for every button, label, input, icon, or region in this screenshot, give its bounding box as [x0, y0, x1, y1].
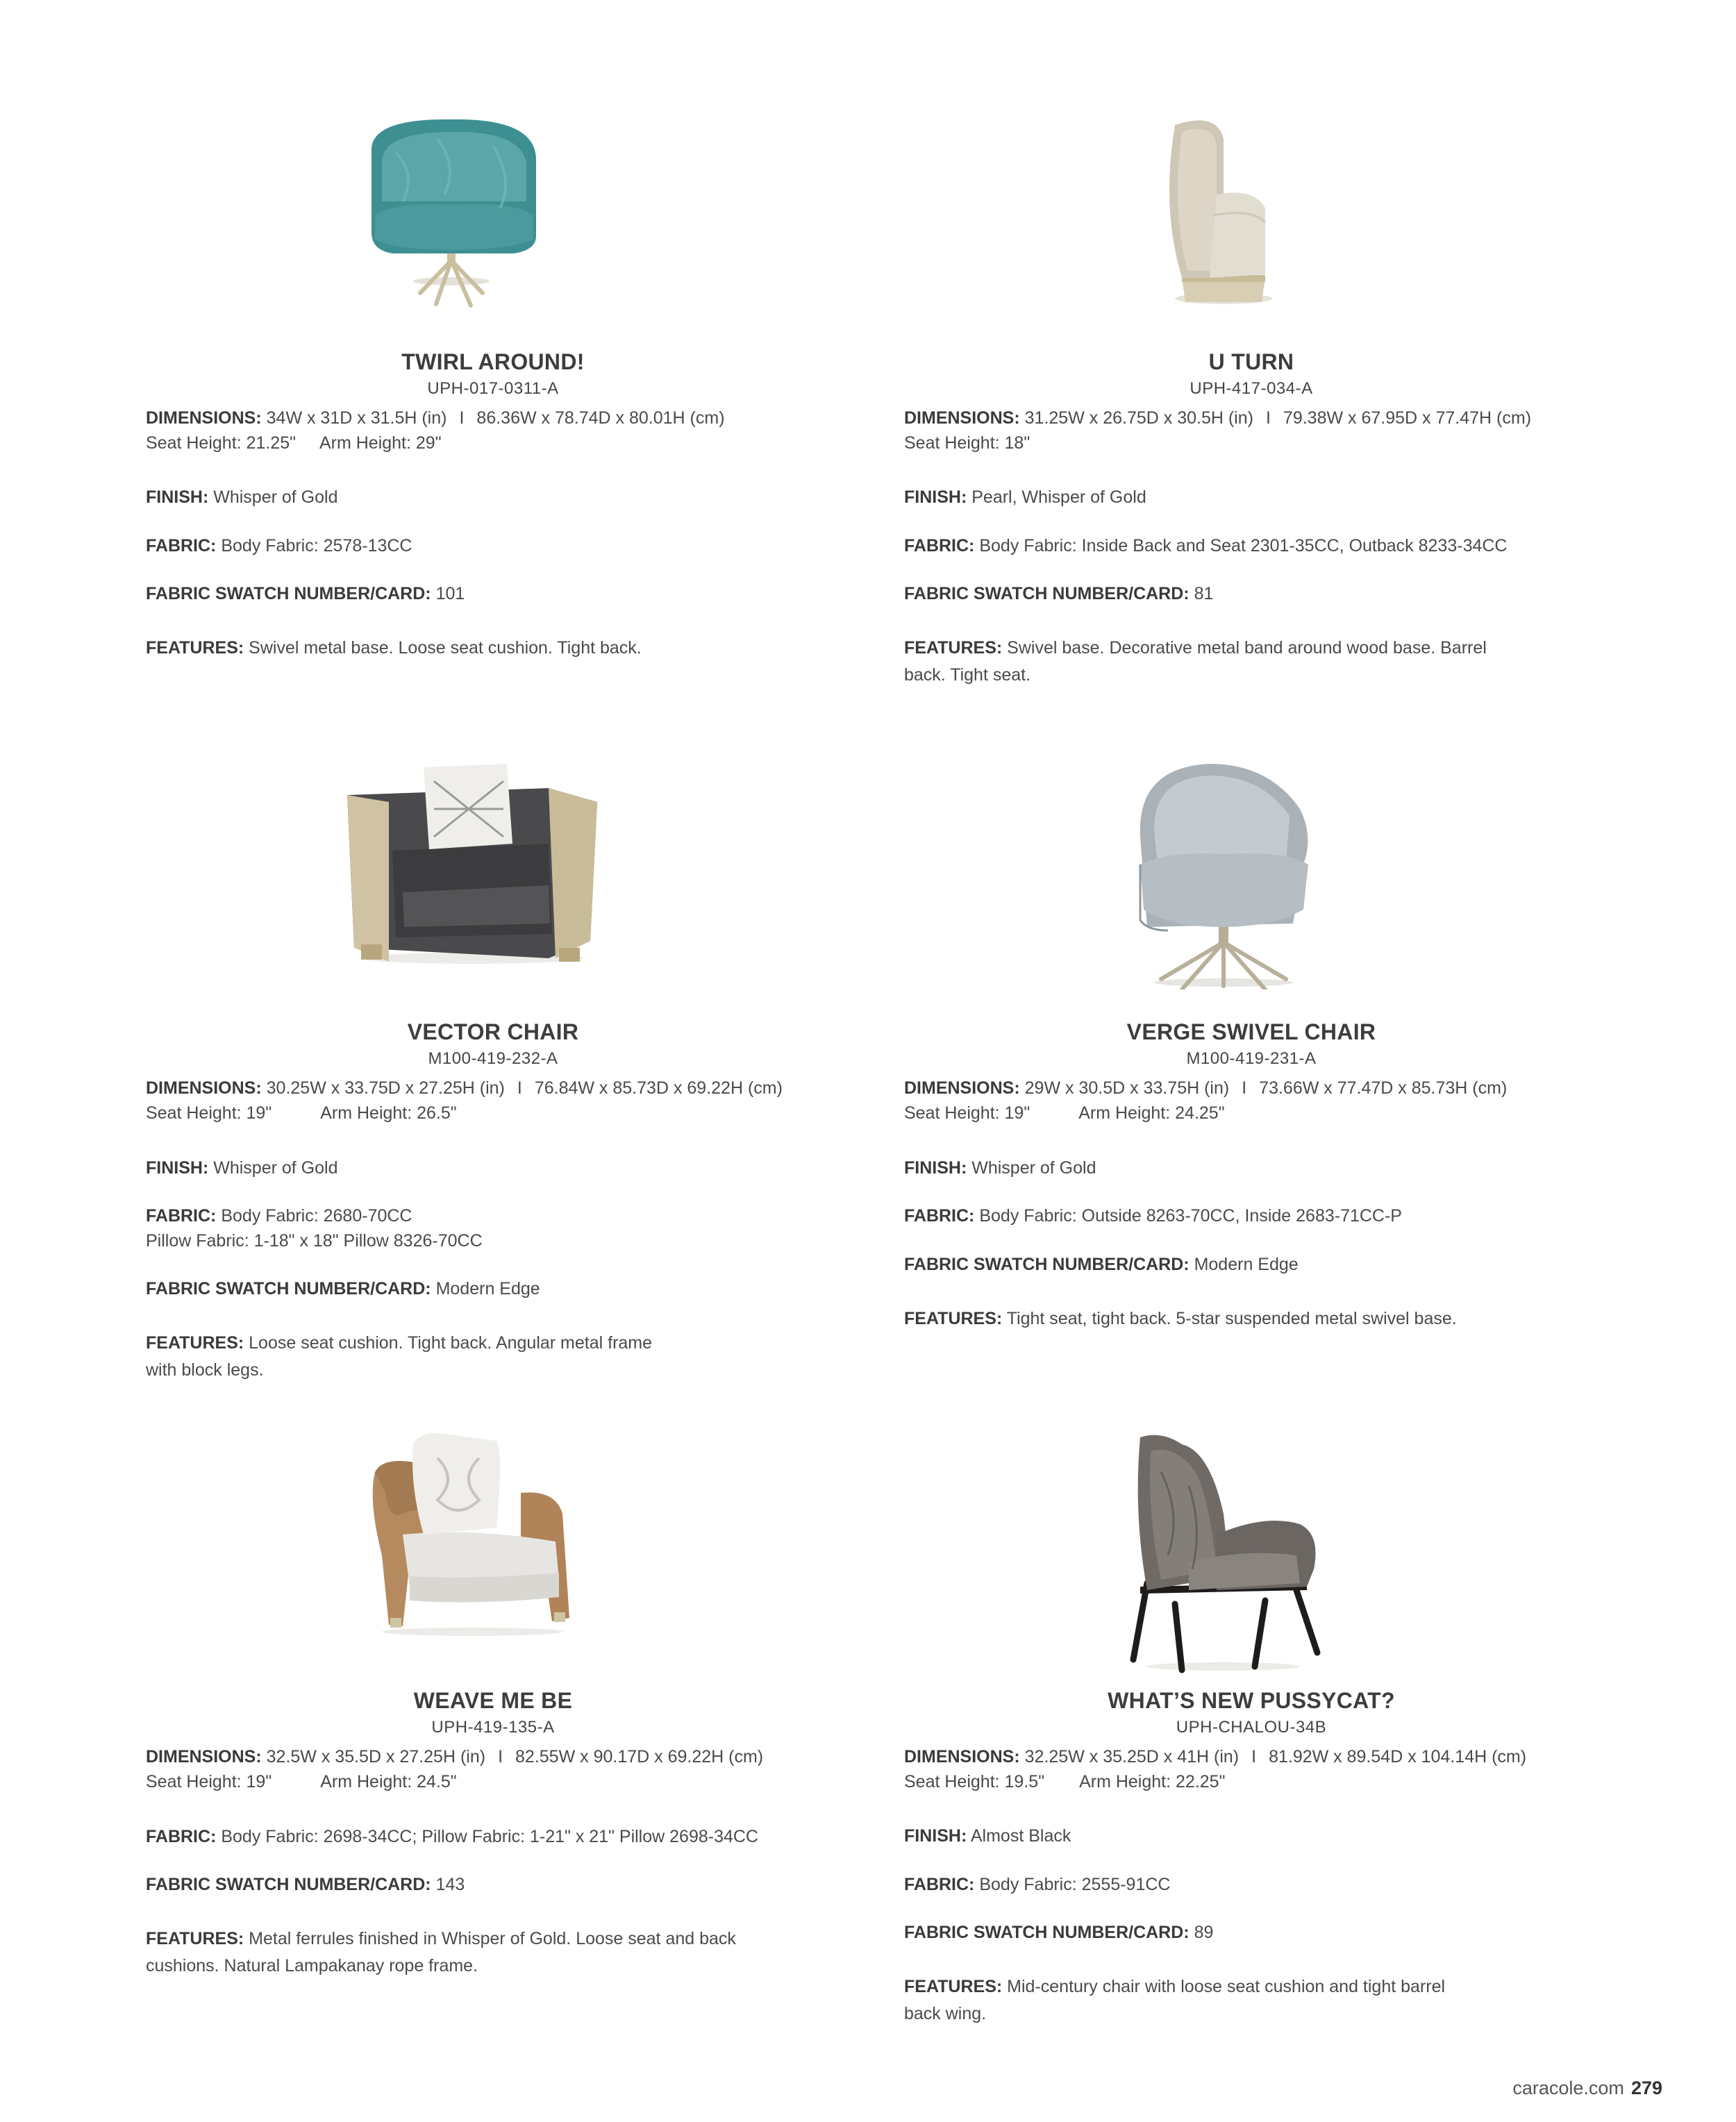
features-value: Loose seat cushion. Tight back. Angular metal frame: [249, 1333, 653, 1353]
dimensions-metric: 73.66W x 77.47D x 85.73H (cm): [1259, 1078, 1508, 1098]
swatch-value: 81: [1194, 584, 1214, 603]
fabric-label: FABRIC:: [904, 1206, 975, 1226]
features-label: FEATURES:: [904, 1977, 1003, 1996]
fabric-line: [146, 1824, 758, 1849]
dimensions-value: 31.25W x 26.75D x 30.5H (in): [1024, 408, 1253, 428]
product-title: U TURN: [1208, 349, 1294, 374]
arm-height: Arm Height: 24.25": [1078, 1103, 1225, 1123]
product-sku: UPH-419-135-A: [431, 1718, 555, 1737]
finish-value: Pearl, Whisper of Gold: [971, 487, 1146, 507]
features-label: FEATURES:: [146, 638, 244, 658]
dimensions-line: [146, 1744, 763, 1769]
dimensions-metric: 82.55W x 90.17D x 69.22H (cm): [515, 1747, 764, 1766]
dimensions-line: [904, 1076, 1507, 1101]
finish-value: Whisper of Gold: [213, 487, 338, 507]
product-sku: M100-419-232-A: [428, 1049, 558, 1068]
product-image-twirl-around: [354, 111, 556, 326]
fabric-label: FABRIC:: [146, 1827, 217, 1846]
product-sku: UPH-417-034-A: [1190, 379, 1313, 398]
product-title: VERGE SWIVEL CHAIR: [1126, 1019, 1376, 1044]
features-label: FEATURES:: [146, 1333, 244, 1353]
dimensions-separator: I: [1242, 1078, 1247, 1098]
swatch-label: FABRIC SWATCH NUMBER/CARD:: [146, 584, 431, 603]
heights-line: [904, 1101, 1225, 1126]
product-card-whats-new-pussycat: [904, 1430, 1599, 2055]
features-line-2: back. Tight seat.: [904, 665, 1031, 685]
features-line-2: back wing.: [904, 2004, 987, 2023]
swatch-value: Modern Edge: [1194, 1255, 1299, 1274]
heights-line: [146, 1101, 457, 1126]
heights-line: [904, 431, 1030, 456]
heights-line: [146, 1769, 457, 1794]
seat-height: Seat Height: 19.5": [904, 1772, 1045, 1791]
features-label: FEATURES:: [904, 638, 1003, 658]
fabric-value: Body Fabric: 2698-34CC; Pillow Fabric: 1-21" x 21" Pillow 2698-34CC: [221, 1827, 758, 1846]
finish-line: [904, 485, 1146, 510]
features-value: Mid-century chair with loose seat cushion and tight barrel: [1007, 1977, 1446, 1996]
features-line: [146, 635, 642, 660]
seat-height: Seat Height: 21.25": [146, 433, 296, 453]
page-number: 279: [1630, 2078, 1662, 2098]
features-line: [904, 1974, 1445, 1999]
fabric-label: FABRIC:: [904, 536, 975, 555]
dimensions-value: 32.5W x 35.5D x 27.25H (in): [266, 1747, 486, 1766]
arm-height: Arm Height: 26.5": [320, 1103, 457, 1123]
arm-height: Arm Height: 24.5": [320, 1772, 457, 1791]
features-line-2: cushions. Natural Lampakanay rope frame.: [146, 1956, 478, 1975]
fabric-label: FABRIC:: [146, 536, 217, 555]
finish-label: FINISH:: [904, 1826, 967, 1846]
heights-line: [146, 431, 442, 456]
arm-height: Arm Height: 22.25": [1079, 1772, 1226, 1791]
swatch-value: Modern Edge: [435, 1279, 540, 1298]
swatch-line: [146, 581, 465, 606]
product-sku: M100-419-231-A: [1186, 1049, 1317, 1068]
finish-line: [146, 1155, 337, 1180]
swatch-line: [146, 1276, 540, 1301]
product-image-whats-new-pussycat: [1119, 1430, 1328, 1673]
dimensions-metric: 81.92W x 89.54D x 104.14H (cm): [1269, 1747, 1527, 1766]
arm-height: Arm Height: 29": [319, 433, 442, 453]
product-image-vector-chair: [340, 760, 604, 969]
features-line: [146, 1926, 736, 1951]
finish-value: Whisper of Gold: [213, 1158, 338, 1178]
features-label: FEATURES:: [904, 1309, 1003, 1328]
dimensions-value: 29W x 30.5D x 33.75H (in): [1024, 1078, 1230, 1098]
swatch-label: FABRIC SWATCH NUMBER/CARD:: [904, 584, 1190, 603]
dimensions-separator: I: [1265, 408, 1271, 428]
dimensions-label: DIMENSIONS:: [146, 1747, 262, 1766]
fabric-line: [146, 1203, 412, 1228]
product-sku: UPH-017-0311-A: [427, 379, 559, 398]
features-value: Metal ferrules finished in Whisper of Gold. Loose seat and back: [249, 1929, 736, 1948]
features-line: [904, 635, 1487, 660]
dimensions-value: 34W x 31D x 31.5H (in): [266, 408, 447, 428]
seat-height: Seat Height: 19": [904, 1103, 1030, 1123]
product-title: TWIRL AROUND!: [401, 349, 585, 374]
fabric-label: FABRIC:: [146, 1206, 217, 1226]
footer-site-link[interactable]: caracole.com: [1512, 2078, 1624, 2098]
dimensions-label: DIMENSIONS:: [904, 1078, 1020, 1098]
features-line-2: with block legs.: [146, 1360, 264, 1380]
fabric-line: [904, 1872, 1170, 1897]
fabric-line: [904, 533, 1508, 558]
finish-label: FINISH:: [146, 487, 209, 507]
swatch-line: [904, 1252, 1299, 1277]
dimensions-label: DIMENSIONS:: [904, 408, 1020, 428]
features-value: Swivel metal base. Loose seat cushion. Tight back.: [249, 638, 642, 658]
swatch-label: FABRIC SWATCH NUMBER/CARD:: [904, 1923, 1190, 1942]
product-image-verge-swivel-chair: [1126, 760, 1321, 989]
fabric-label: FABRIC:: [904, 1875, 975, 1894]
product-card-verge-swivel-chair: [904, 760, 1599, 1351]
features-line: [904, 1306, 1457, 1331]
dimensions-separator: I: [459, 408, 465, 428]
product-card-twirl-around: [146, 111, 840, 667]
dimensions-metric: 86.36W x 78.74D x 80.01H (cm): [476, 408, 725, 428]
finish-label: FINISH:: [904, 487, 967, 507]
swatch-value: 143: [435, 1875, 465, 1894]
features-value: Swivel base. Decorative metal band around wood base. Barrel: [1007, 638, 1487, 658]
features-label: FEATURES:: [146, 1929, 244, 1948]
finish-label: FINISH:: [904, 1158, 967, 1178]
dimensions-metric: 76.84W x 85.73D x 69.22H (cm): [534, 1078, 783, 1098]
swatch-label: FABRIC SWATCH NUMBER/CARD:: [146, 1875, 431, 1894]
fabric-value: Body Fabric: Outside 8263-70CC, Inside 2683-71CC-P: [979, 1206, 1402, 1226]
fabric-value: Body Fabric: 2680-70CC: [221, 1206, 412, 1226]
swatch-value: 101: [435, 584, 465, 603]
swatch-label: FABRIC SWATCH NUMBER/CARD:: [904, 1255, 1190, 1274]
fabric-line: [146, 533, 412, 558]
fabric-value: Body Fabric: Inside Back and Seat 2301-35CC, Outback 8233-34CC: [979, 536, 1508, 555]
dimensions-line: [904, 1744, 1526, 1769]
finish-line: [904, 1823, 1071, 1848]
features-line: [146, 1330, 652, 1355]
features-value: Tight seat, tight back. 5-star suspended metal swivel base.: [1006, 1309, 1457, 1328]
dimensions-metric: 79.38W x 67.95D x 77.47H (cm): [1283, 408, 1532, 428]
dimensions-separator: I: [517, 1078, 522, 1098]
finish-label: FINISH:: [146, 1158, 209, 1178]
dimensions-separator: I: [1251, 1747, 1257, 1766]
seat-height: Seat Height: 18": [904, 433, 1030, 453]
dimensions-label: DIMENSIONS:: [904, 1747, 1020, 1766]
product-sku: UPH-CHALOU-34B: [1176, 1718, 1327, 1737]
fabric-value: Body Fabric: 2578-13CC: [221, 536, 412, 555]
finish-value: Whisper of Gold: [971, 1158, 1096, 1178]
swatch-line: [904, 1920, 1213, 1945]
finish-line: [904, 1155, 1096, 1180]
product-title: VECTOR CHAIR: [407, 1019, 579, 1044]
product-image-u-turn: [1133, 111, 1307, 319]
swatch-label: FABRIC SWATCH NUMBER/CARD:: [146, 1279, 431, 1298]
swatch-line: [146, 1872, 465, 1897]
heights-line: [904, 1769, 1225, 1794]
fabric-line-2: Pillow Fabric: 1-18" x 18" Pillow 8326-70CC: [146, 1231, 483, 1251]
swatch-line: [904, 581, 1213, 606]
finish-line: [146, 485, 337, 510]
product-title: WHAT’S NEW PUSSYCAT?: [1108, 1688, 1395, 1713]
product-card-vector-chair: [146, 760, 840, 1385]
product-card-u-turn: [904, 111, 1599, 694]
fabric-line: [904, 1203, 1402, 1228]
finish-value: Almost Black: [970, 1826, 1071, 1846]
dimensions-line: [146, 1076, 783, 1101]
dimensions-line: [904, 406, 1531, 431]
dimensions-line: [146, 406, 725, 431]
swatch-value: 89: [1194, 1923, 1214, 1942]
dimensions-label: DIMENSIONS:: [146, 1078, 262, 1098]
product-image-weave-me-be: [354, 1430, 590, 1639]
product-title: WEAVE ME BE: [413, 1688, 573, 1713]
fabric-value: Body Fabric: 2555-91CC: [979, 1875, 1171, 1894]
dimensions-value: 32.25W x 35.25D x 41H (in): [1024, 1747, 1240, 1766]
product-card-weave-me-be: [146, 1430, 840, 2028]
seat-height: Seat Height: 19": [146, 1103, 272, 1123]
page-footer: [1512, 2078, 1662, 2099]
dimensions-value: 30.25W x 33.75D x 27.25H (in): [266, 1078, 505, 1098]
seat-height: Seat Height: 19": [146, 1772, 272, 1791]
dimensions-label: DIMENSIONS:: [146, 408, 262, 428]
dimensions-separator: I: [498, 1747, 503, 1766]
